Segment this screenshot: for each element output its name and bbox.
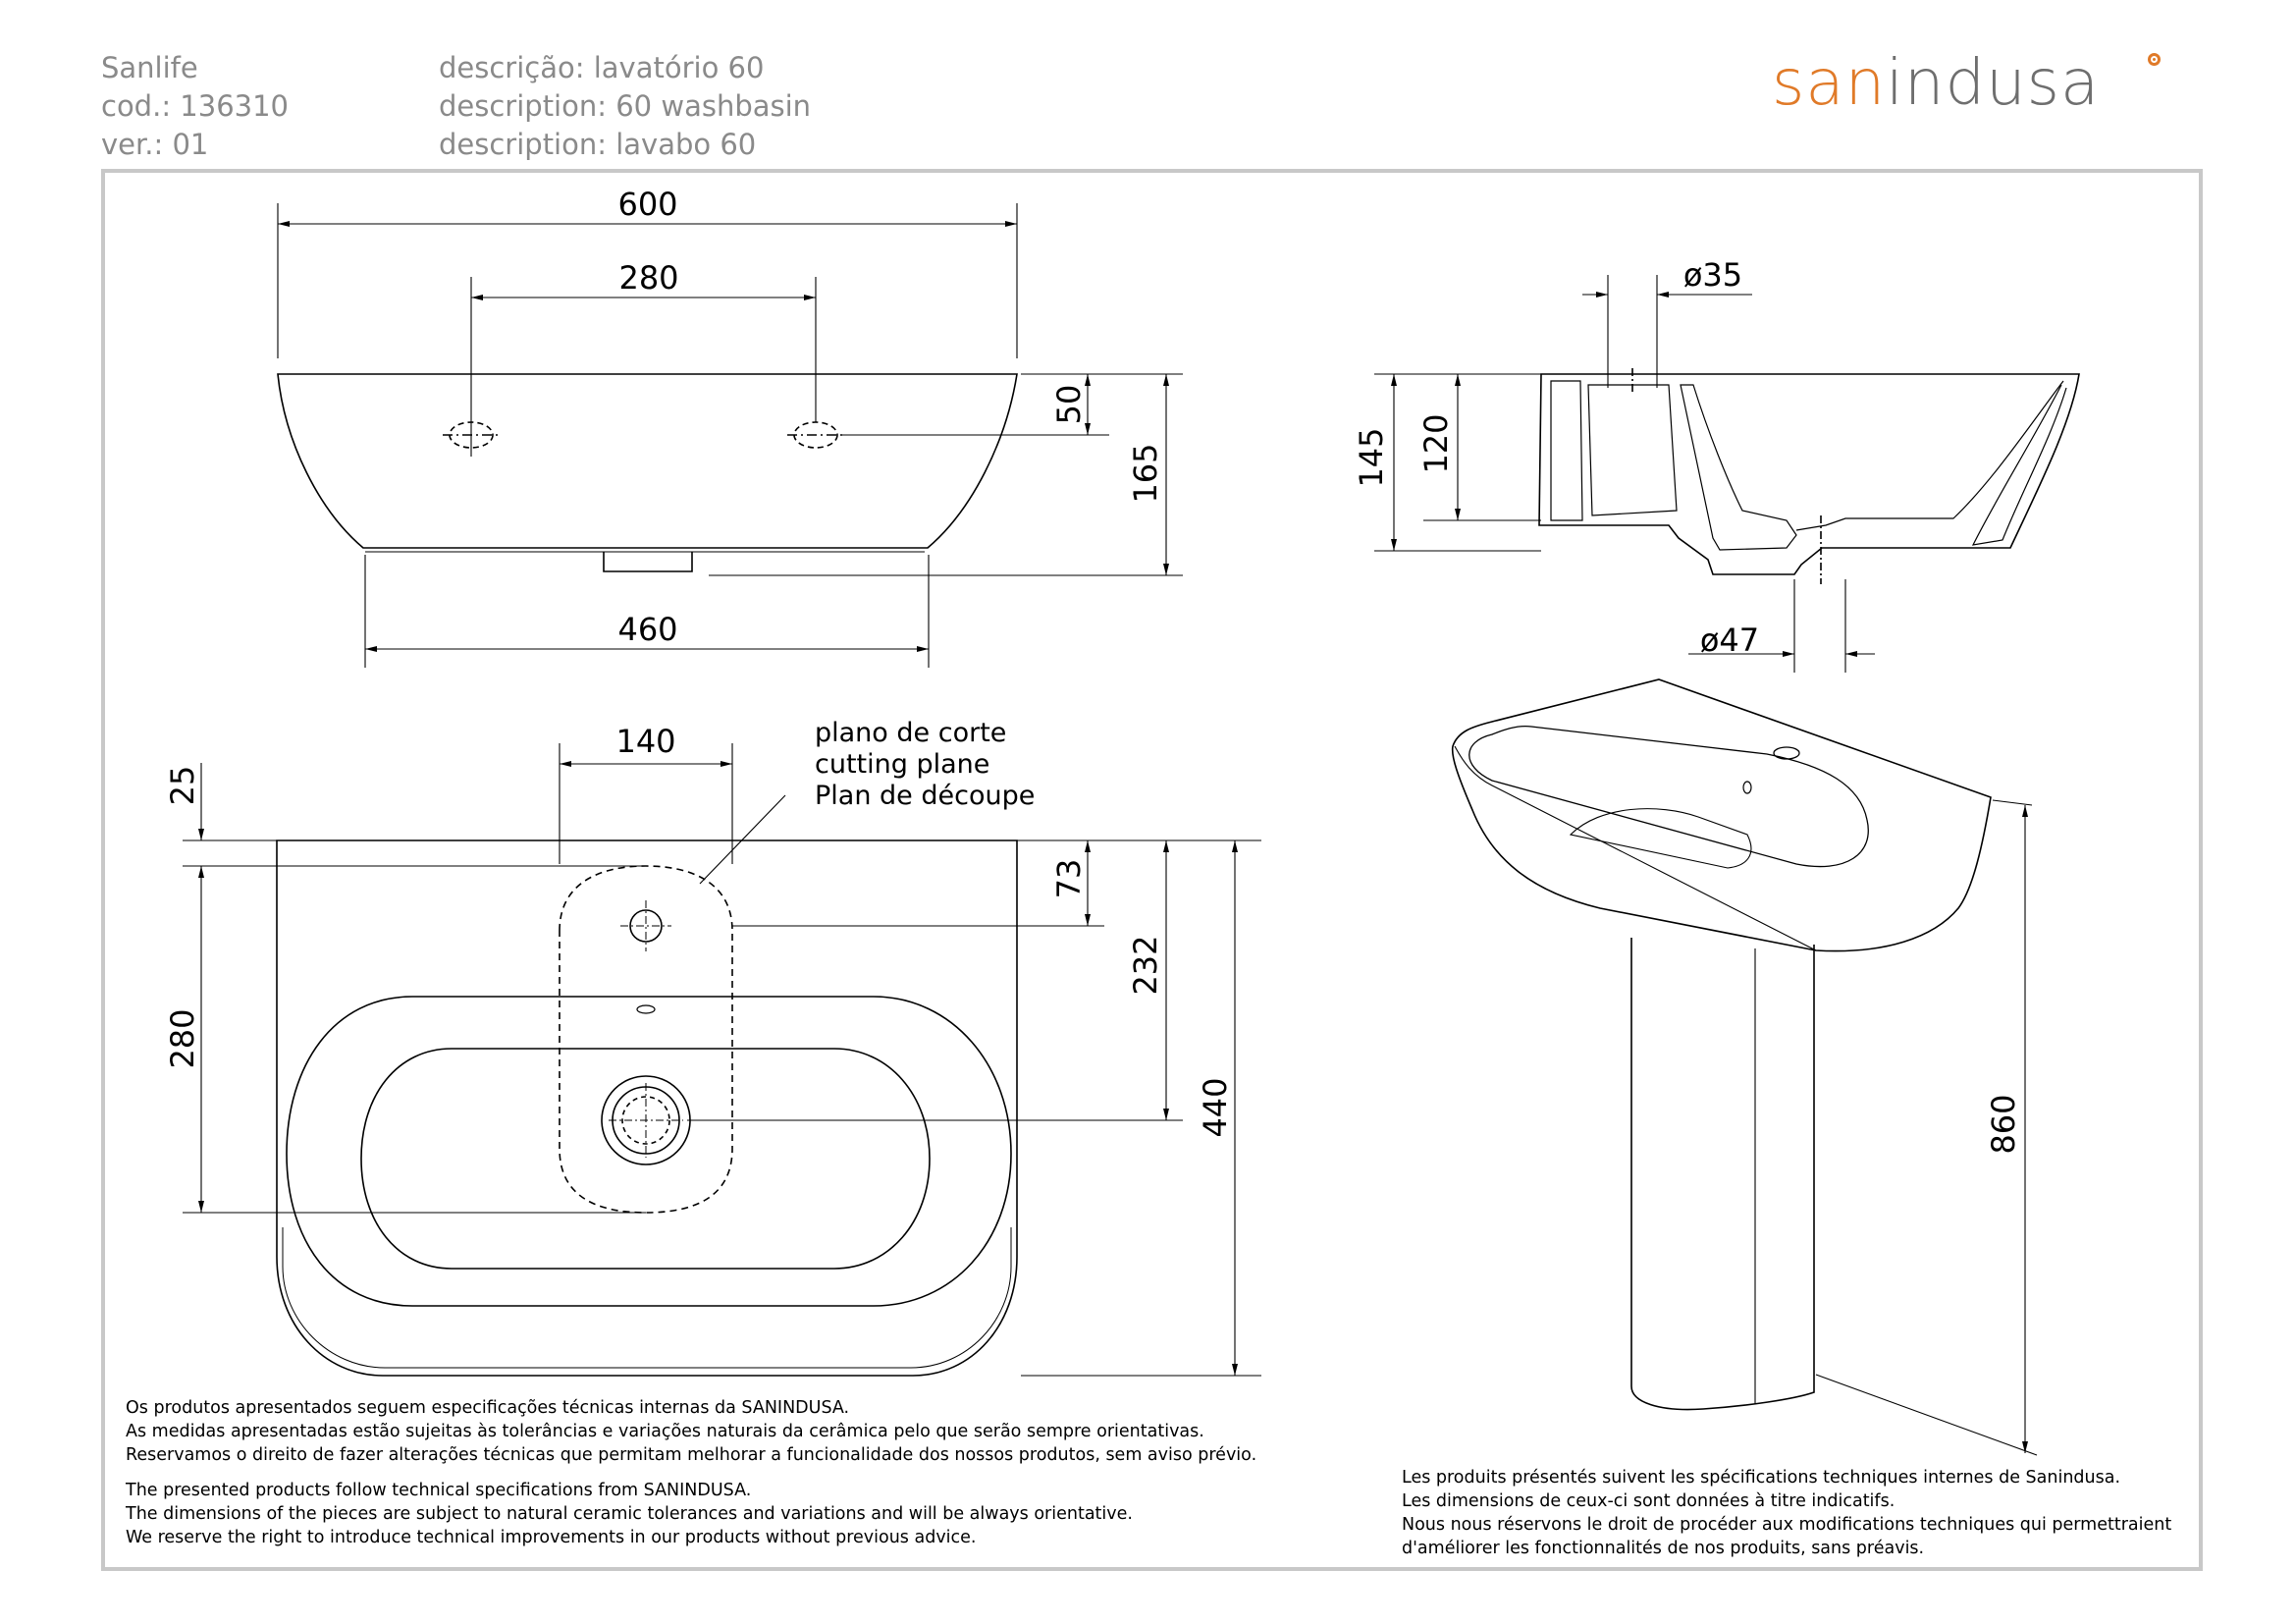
dim-50: 50 — [1050, 384, 1088, 425]
logo-part-indusa: indusa — [1886, 47, 2101, 120]
dim-280-taps: 280 — [618, 259, 679, 297]
dim-25: 25 — [164, 765, 201, 806]
description-fr: description: lavabo 60 — [439, 128, 757, 161]
note-en-3: We reserve the right to introduce technical improvements in our products without previous advice. — [126, 1528, 977, 1547]
tap-hole-plan — [620, 900, 671, 951]
notes-left — [126, 1396, 1256, 1549]
note-fr-2: Les dimensions de ceux-ci sont données à titre indicatifs. — [1402, 1491, 1896, 1511]
bowl-inner — [361, 1049, 930, 1269]
product-code: cod.: 136310 — [101, 89, 290, 123]
cutting-plane-label-pt: plano de corte — [815, 718, 1007, 748]
dim-dia-35: ø35 — [1682, 256, 1743, 294]
note-pt-1: Os produtos apresentados seguem especificações técnicas internas da SANINDUSA. — [126, 1398, 850, 1418]
pedestal-isometric — [1453, 679, 2037, 1455]
waste-stub — [604, 552, 692, 571]
tap-hole-right — [787, 422, 844, 448]
plan-view — [183, 743, 1261, 1376]
cutting-plane-label-fr: Plan de découpe — [815, 781, 1036, 811]
note-en-1: The presented products follow technical specifications from SANINDUSA. — [126, 1481, 752, 1500]
plan-dimension-labels — [164, 718, 1234, 1138]
dim-165: 165 — [1127, 443, 1164, 504]
bowl-iso-inner — [1571, 809, 1751, 868]
dim-73: 73 — [1050, 858, 1088, 899]
dim-460: 460 — [617, 611, 678, 648]
side-dimension-labels — [1353, 256, 1759, 659]
bowl-iso-top — [1469, 727, 1869, 867]
basin-front-outline — [278, 374, 1017, 548]
note-pt-2: As medidas apresentadas estão sujeitas às tolerâncias e variações naturais da cerâmica pelo que serão sempre orientativas. — [126, 1422, 1204, 1441]
note-fr-3: Nous nous réservons le droit de procéder aux modifications techniques qui permettraient — [1402, 1515, 2172, 1535]
basin-iso-outline — [1453, 679, 1991, 951]
cutting-plane-label-en: cutting plane — [815, 749, 990, 780]
note-en-2: The dimensions of the pieces are subject to natural ceramic tolerances and variations and will be always orientative. — [126, 1504, 1133, 1524]
pedestal-dimension-labels — [1985, 1094, 2022, 1154]
note-pt-3: Reservamos o direito de fazer alterações técnicas que permitam melhorar a funcionalidade dos nossos produtos, sem aviso prévio. — [126, 1445, 1257, 1465]
dim-860: 860 — [1985, 1094, 2022, 1155]
dim-232: 232 — [1127, 935, 1164, 996]
logo-part-san: san — [1772, 47, 1887, 120]
dim-600: 600 — [617, 186, 678, 223]
note-fr-4: d'améliorer les fonctionnalités de nos produits, sans préavis. — [1402, 1539, 1925, 1558]
rim-inner-line — [283, 1227, 1011, 1368]
side-section — [1374, 275, 2079, 673]
basin-plan-outline — [277, 840, 1017, 1376]
front-dimension-labels — [617, 186, 1164, 648]
notes-right — [1402, 1466, 2171, 1560]
front-elevation — [278, 203, 1183, 668]
dim-140: 140 — [615, 723, 676, 760]
section-outer-outline — [1539, 374, 2079, 574]
dim-145: 145 — [1353, 427, 1390, 488]
description-pt: descrição: lavatório 60 — [439, 51, 765, 84]
pedestal-column — [1631, 938, 1814, 1410]
dim-dia-47: ø47 — [1699, 622, 1760, 659]
dim-120: 120 — [1417, 413, 1455, 474]
product-version: ver.: 01 — [101, 128, 209, 161]
note-fr-1: Les produits présentés suivent les spécifications techniques internes de Sanindusa. — [1402, 1468, 2121, 1488]
dim-280-depth: 280 — [164, 1008, 201, 1069]
product-name: Sanlife — [101, 51, 198, 84]
description-en: description: 60 washbasin — [439, 89, 812, 123]
bowl-outer — [287, 997, 1011, 1306]
waste-plan — [602, 1076, 690, 1164]
dim-440: 440 — [1197, 1077, 1234, 1138]
